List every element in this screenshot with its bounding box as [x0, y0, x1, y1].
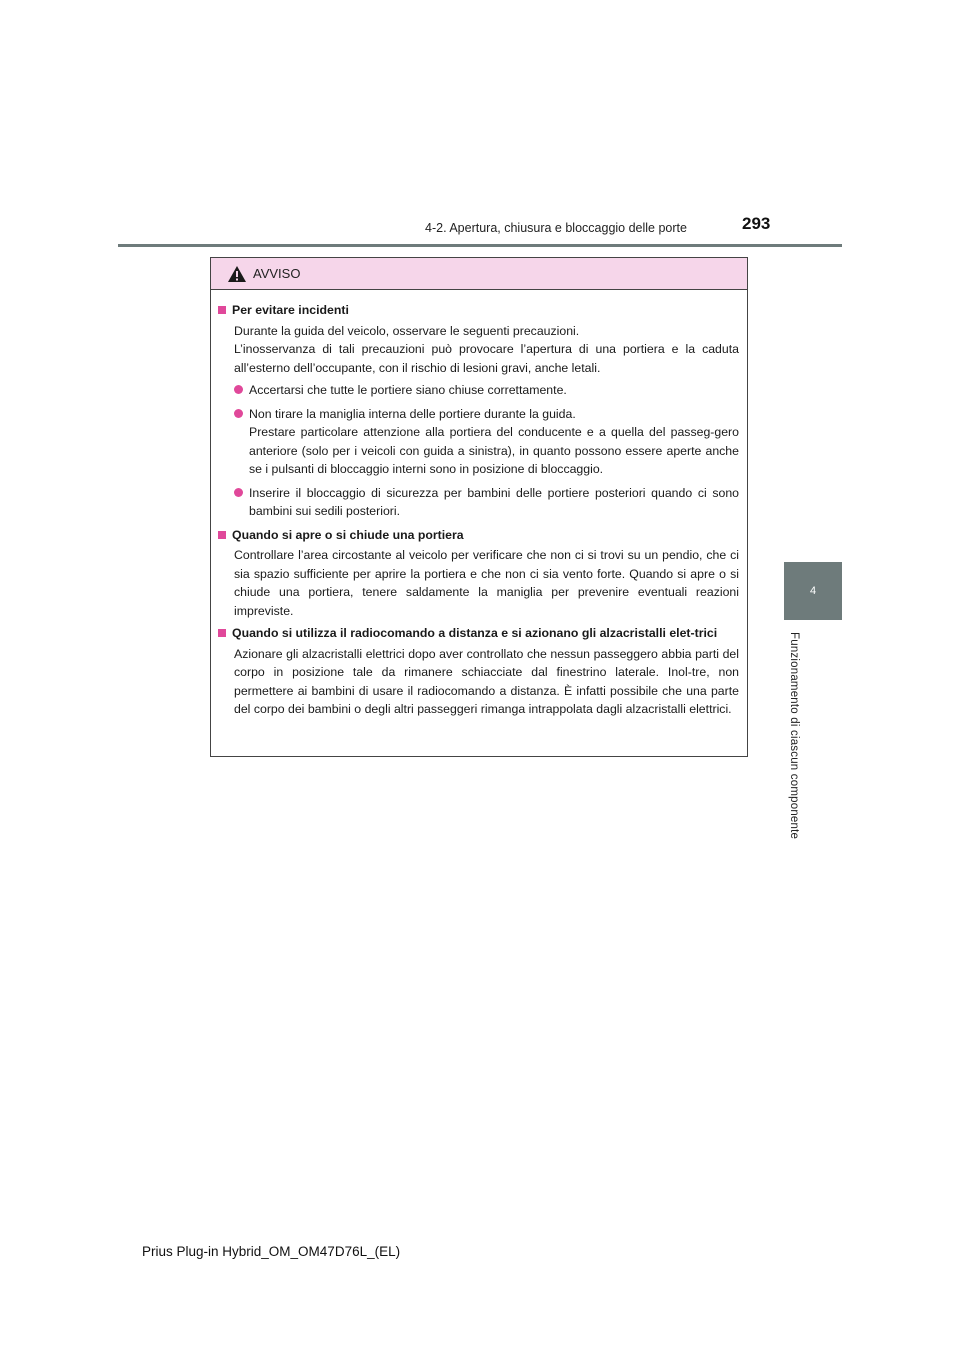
square-bullet-icon: [218, 629, 226, 637]
bullet-text: [249, 381, 739, 400]
bullet-item: [218, 405, 739, 479]
dot-bullet-icon: [234, 409, 243, 418]
section-remote-windows: [218, 624, 739, 719]
section-paragraph: [218, 322, 739, 378]
page-number: 293: [742, 214, 771, 233]
bullet-line: Accertarsi che tutte le portiere siano chiuse correttamente.: [249, 383, 567, 397]
section-heading-text: Quando si apre o si chiude una portiera: [232, 527, 464, 542]
warning-box: [210, 257, 748, 757]
section-heading: [218, 526, 739, 545]
header-rule: [118, 244, 842, 247]
warning-title: AVVISO: [253, 266, 301, 281]
paragraph-line: Controllare l’area circostante al veicolo per verificare che non ci si trovi su un pendio, che ci sia spazio sufficiente per aprire la portiera e che non ci sia vento forte. Quando si apre o si chiude una portiera, tenere saldamente la maniglia per prevenire eventuali reazioni impreviste.: [234, 548, 739, 618]
square-bullet-icon: [218, 531, 226, 539]
section-paragraph: [218, 546, 739, 620]
paragraph-line: Azionare gli alzacristalli elettrici dopo aver controllato che nessun passeggero abbia parti del corpo in posizione tale da rimanere schiacciate dal finestrino laterale. Inol-tre, non permettere ai bambini di usare il radiocomando a distanza. È infatti possibile che una parte del corpo dei bambini o degli altri passeggeri rimanga intrappolata dagli alzacristalli elettrici.: [234, 646, 739, 716]
section-paragraph: [218, 645, 739, 719]
warning-body: [211, 290, 747, 719]
chapter-title: Funzionamento di ciascun componente: [788, 632, 800, 840]
bullet-line: Inserire il bloccaggio di sicurezza per bambini delle portiere posteriori quando ci sono bambini sui sedili posteriori.: [249, 485, 739, 518]
section-heading: [218, 624, 739, 643]
warning-triangle-icon: [227, 265, 247, 283]
section-heading-text: Quando si utilizza il radiocomando a distanza e si azionano gli alzacristalli elet-trici: [232, 626, 718, 640]
square-bullet-icon: [218, 306, 226, 314]
bullet-item: [218, 484, 739, 521]
paragraph-line: L’inosservanza di tali precauzioni può provocare l’apertura di una portiera e la caduta all’esterno dell’occupante, con il rischio di lesioni gravi, anche letali.: [234, 342, 739, 375]
dot-bullet-icon: [234, 385, 243, 394]
section-door-opening: [218, 526, 739, 621]
bullet-item: [218, 381, 739, 400]
header-section-title: 4-2. Apertura, chiusura e bloccaggio delle porte: [425, 221, 687, 235]
paragraph-line: Durante la guida del veicolo, osservare le seguenti precauzioni.: [234, 323, 580, 338]
section-accident: [218, 301, 739, 521]
warning-header: [211, 258, 747, 290]
section-heading-text: Per evitare incidenti: [232, 303, 349, 317]
bullet-line: Non tirare la maniglia interna delle portiere durante la guida.: [249, 406, 576, 421]
footer-document-id: Prius Plug-in Hybrid_OM_OM47D76L_(EL): [142, 1244, 401, 1259]
section-heading: [218, 301, 739, 320]
bullet-line: Prestare particolare attenzione alla portiera del conducente e a quella del passeg-gero anteriore (solo per i veicoli con guida a sinistra), in quanto possono essere aperte anche se i pulsanti di bloccaggio interni sono in posizione di bloccaggio.: [249, 425, 739, 476]
chapter-tab: 4: [784, 562, 842, 620]
bullet-text: [249, 405, 739, 479]
dot-bullet-icon: [234, 488, 243, 497]
bullet-text: [249, 484, 739, 521]
